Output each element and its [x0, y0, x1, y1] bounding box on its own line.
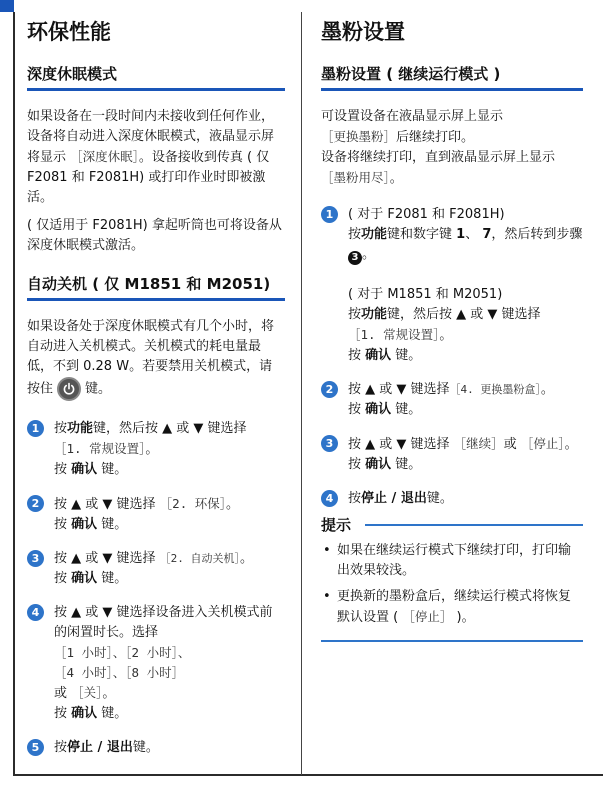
note-bullet-1: • 如果在继续运行模式下继续打印，打印输出效果较浅。 — [323, 543, 572, 578]
toner-step-4: 4 按停止 / 退出键。 — [321, 489, 583, 509]
column-divider — [301, 12, 302, 775]
right-column — [321, 12, 583, 642]
auto-off-paragraph: 如果设备处于深度休眠模式有几个小时，将自动进入关机模式。关机模式的耗电量最低，不到 0.28 W。若要禁用关机模式，请按住 键。 — [27, 317, 285, 401]
step-number-3: 3 — [27, 550, 44, 567]
auto-off-step-3: 3 按 ▲ 或 ▼ 键选择 ［2. 自动关机］。 按 确认 键。 — [27, 549, 285, 589]
page-frame-left — [13, 12, 15, 775]
step-number-5: 5 — [27, 739, 44, 756]
heading-toner-continue-mode: 墨粉设置 ( 继续运行模式 ) — [321, 64, 583, 91]
step-number-2: 2 — [27, 495, 44, 512]
note-bullet-2: • 更换新的墨粉盒后，继续运行模式将恢复默认设置 ( ［停止］ )。 — [323, 589, 572, 625]
power-icon — [57, 377, 81, 401]
page-frame-bottom — [13, 774, 603, 776]
step-reference-3-icon: 3 — [348, 251, 362, 265]
heading-auto-power-off: 自动关机 ( 仅 M1851 和 M2051) — [27, 274, 285, 301]
left-column — [27, 12, 285, 758]
toner-step-3: 3 按 ▲ 或 ▼ 键选择 ［继续］或 ［停止］。 按 确认 键。 — [321, 434, 583, 475]
step-number-1: 1 — [27, 420, 44, 437]
page-title-toner: 墨粉设置 — [321, 20, 405, 44]
bullet-dot-icon: • — [323, 589, 331, 604]
step-number-4: 4 — [321, 490, 338, 507]
bullet-dot-icon: • — [323, 543, 331, 558]
page-title-eco: 环保性能 — [27, 20, 111, 44]
auto-off-step-1: 1 按功能键，然后按 ▲ 或 ▼ 键选择 ［1. 常规设置］。 按 确认 键。 — [27, 419, 285, 480]
step-number-3: 3 — [321, 435, 338, 452]
auto-off-step-5: 5 按停止 / 退出键。 — [27, 738, 285, 758]
toner-paragraph-1: 可设置设备在液晶显示屏上显示 ［更换墨粉］后继续打印。 — [321, 109, 504, 145]
note-heading: 提示 — [321, 515, 583, 535]
step-number-4: 4 — [27, 604, 44, 621]
deep-sleep-handset-paragraph: ( 仅适用于 F2081H) 拿起听筒也可将设备从深度休眠模式激活。 — [27, 218, 282, 253]
auto-off-step-4: 4 按 ▲ 或 ▼ 键选择设备进入关机模式前的闲置时长。选择 ［1 小时］、［2 小时］、 ［4 小时］、［8 小时］ 或 ［关］。 按 确认 键。 — [27, 603, 285, 724]
note-heading-rule — [365, 524, 583, 526]
step-number-1: 1 — [321, 206, 338, 223]
auto-off-step-2: 2 按 ▲ 或 ▼ 键选择 ［2. 环保］。 按 确认 键。 — [27, 494, 285, 535]
toner-step-1: 1 ( 对于 F2081 和 F2081H) 按功能键和数字键 1、 7，然后转到步骤 3 。 ( 对于 M1851 和 M2051) 按功能键，然后按 ▲ 或 ▼ 键选择 ［1. 常规设置］。 按 确认 键。 — [321, 205, 583, 366]
note-end-rule — [321, 640, 583, 642]
toner-step-2: 2 按 ▲ 或 ▼ 键选择［4. 更换墨粉盒］。 按 确认 键。 — [321, 380, 583, 420]
deep-sleep-paragraph: 如果设备在一段时间内未接收到任何作业，设备将自动进入深度休眠模式，液晶显示屏将显示 ［深度休眠］。设备接收到传真 ( 仅 F2081 和 F2081H) 或打印作业时即被激活。 — [27, 109, 275, 205]
toner-paragraph-2: 设备将继续打印，直到液晶显示屏上显示 ［墨粉用尽］。 — [321, 150, 556, 186]
corner-tab-marker — [0, 0, 14, 12]
heading-deep-sleep: 深度休眠模式 — [27, 64, 285, 91]
step-number-2: 2 — [321, 381, 338, 398]
